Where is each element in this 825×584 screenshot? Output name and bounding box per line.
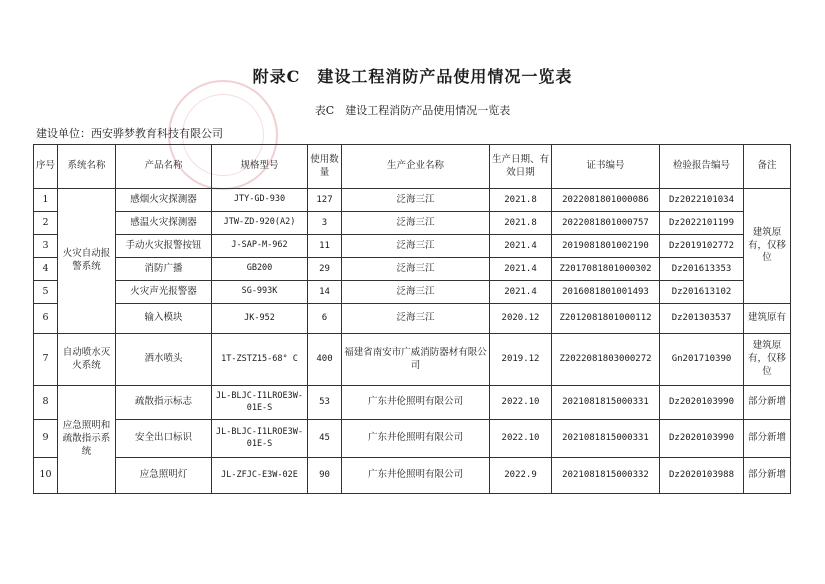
product-name: 洒水喷头 xyxy=(116,334,212,386)
col-header: 产品名称 xyxy=(116,145,212,189)
date: 2021.8 xyxy=(490,189,552,212)
construction-unit: 建设单位：西安骅梦教育科技有限公司 xyxy=(36,127,223,140)
table-header-row xyxy=(34,145,791,189)
remark: 建筑原有 xyxy=(744,304,791,334)
qty: 90 xyxy=(308,458,342,494)
date: 2022.10 xyxy=(490,420,552,458)
model: SG-993K xyxy=(212,281,308,304)
date: 2022.9 xyxy=(490,458,552,494)
remark: 建筑原有，仅移位 xyxy=(744,189,791,304)
report-no: Dz2019102772 xyxy=(660,235,744,258)
date: 2021.4 xyxy=(490,258,552,281)
cert-no: 2022081801000086 xyxy=(552,189,660,212)
row-no: 7 xyxy=(34,334,58,386)
cert-no: Z2017081801000302 xyxy=(552,258,660,281)
cert-no: 2019081801002190 xyxy=(552,235,660,258)
system-name: 火灾自动报警系统 xyxy=(58,189,116,334)
table-row xyxy=(34,235,791,258)
maker: 泛海三江 xyxy=(342,189,490,212)
date: 2019.12 xyxy=(490,334,552,386)
cert-no: 2022081801000757 xyxy=(552,212,660,235)
qty: 45 xyxy=(308,420,342,458)
date: 2021.4 xyxy=(490,235,552,258)
remark: 部分新增 xyxy=(744,386,791,420)
date: 2021.4 xyxy=(490,281,552,304)
product-name: 火灾声光报警器 xyxy=(116,281,212,304)
maker: 广东井伦照明有限公司 xyxy=(342,420,490,458)
model: JTY-GD-930 xyxy=(212,189,308,212)
page-title: 附录C 建设工程消防产品使用情况一览表 xyxy=(252,67,573,86)
product-name: 感烟火灾探测器 xyxy=(116,189,212,212)
cert-no: Z2022081803000272 xyxy=(552,334,660,386)
col-header: 检验报告编号 xyxy=(660,145,744,189)
row-no: 1 xyxy=(34,189,58,212)
report-no: Dz2022101199 xyxy=(660,212,744,235)
table-row xyxy=(34,212,791,235)
qty: 11 xyxy=(308,235,342,258)
col-header: 证书编号 xyxy=(552,145,660,189)
model: GB200 xyxy=(212,258,308,281)
cert-no: 2021081815000331 xyxy=(552,420,660,458)
row-no: 6 xyxy=(34,304,58,334)
model: JTW-ZD-920(A2) xyxy=(212,212,308,235)
product-name: 安全出口标识 xyxy=(116,420,212,458)
row-no: 4 xyxy=(34,258,58,281)
table-row xyxy=(34,386,791,420)
col-header: 序号 xyxy=(34,145,58,189)
col-header: 规格型号 xyxy=(212,145,308,189)
maker: 福建省南安市广威消防器材有限公司 xyxy=(342,334,490,386)
qty: 400 xyxy=(308,334,342,386)
table-row xyxy=(34,334,791,386)
report-no: Dz2022101034 xyxy=(660,189,744,212)
maker: 泛海三江 xyxy=(342,212,490,235)
table-row xyxy=(34,304,791,334)
system-name: 应急照明和疏散指示系统 xyxy=(58,386,116,494)
model: JL-ZFJC-E3W-02E xyxy=(212,458,308,494)
table-row xyxy=(34,189,791,212)
maker: 广东井伦照明有限公司 xyxy=(342,386,490,420)
cert-no: Z2012081801000112 xyxy=(552,304,660,334)
row-no: 10 xyxy=(34,458,58,494)
row-no: 8 xyxy=(34,386,58,420)
report-no: Dz2020103990 xyxy=(660,420,744,458)
product-name: 消防广播 xyxy=(116,258,212,281)
col-header: 系统名称 xyxy=(58,145,116,189)
qty: 29 xyxy=(308,258,342,281)
table-row xyxy=(34,458,791,494)
qty: 3 xyxy=(308,212,342,235)
remark: 部分新增 xyxy=(744,420,791,458)
remark: 建筑原有，仅移位 xyxy=(744,334,791,386)
product-name: 疏散指示标志 xyxy=(116,386,212,420)
qty: 127 xyxy=(308,189,342,212)
maker: 泛海三江 xyxy=(342,258,490,281)
row-no: 9 xyxy=(34,420,58,458)
maker: 泛海三江 xyxy=(342,235,490,258)
product-name: 手动火灾报警按钮 xyxy=(116,235,212,258)
qty: 14 xyxy=(308,281,342,304)
system-name: 自动喷水灭火系统 xyxy=(58,334,116,386)
date: 2022.10 xyxy=(490,386,552,420)
report-no: Dz201613353 xyxy=(660,258,744,281)
report-no: Dz201613102 xyxy=(660,281,744,304)
model: JK-952 xyxy=(212,304,308,334)
col-header: 备注 xyxy=(744,145,791,189)
table-row xyxy=(34,258,791,281)
row-no: 3 xyxy=(34,235,58,258)
qty: 6 xyxy=(308,304,342,334)
table-row xyxy=(34,281,791,304)
product-name: 感温火灾探测器 xyxy=(116,212,212,235)
maker: 广东井伦照明有限公司 xyxy=(342,458,490,494)
row-no: 5 xyxy=(34,281,58,304)
maker: 泛海三江 xyxy=(342,304,490,334)
col-header: 生产日期、有效日期 xyxy=(490,145,552,189)
fire-products-table xyxy=(33,144,791,494)
model: 1T-ZSTZ15-68° C xyxy=(212,334,308,386)
product-name: 应急照明灯 xyxy=(116,458,212,494)
maker: 泛海三江 xyxy=(342,281,490,304)
report-no: Dz2020103988 xyxy=(660,458,744,494)
cert-no: 2021081815000332 xyxy=(552,458,660,494)
date: 2020.12 xyxy=(490,304,552,334)
report-no: Dz201303537 xyxy=(660,304,744,334)
cert-no: 2021081815000331 xyxy=(552,386,660,420)
row-no: 2 xyxy=(34,212,58,235)
model: JL-BLJC-I1LROE3W-01E-S xyxy=(212,386,308,420)
table-caption: 表C 建设工程消防产品使用情况一览表 xyxy=(314,104,511,117)
date: 2021.8 xyxy=(490,212,552,235)
cert-no: 2016081801001493 xyxy=(552,281,660,304)
model: JL-BLJC-I1LROE3W-01E-S xyxy=(212,420,308,458)
table-row xyxy=(34,420,791,458)
col-header: 生产企业名称 xyxy=(342,145,490,189)
model: J-SAP-M-962 xyxy=(212,235,308,258)
product-name: 输入模块 xyxy=(116,304,212,334)
remark: 部分新增 xyxy=(744,458,791,494)
report-no: Gn201710390 xyxy=(660,334,744,386)
report-no: Dz2020103990 xyxy=(660,386,744,420)
col-header: 使用数量 xyxy=(308,145,342,189)
qty: 53 xyxy=(308,386,342,420)
